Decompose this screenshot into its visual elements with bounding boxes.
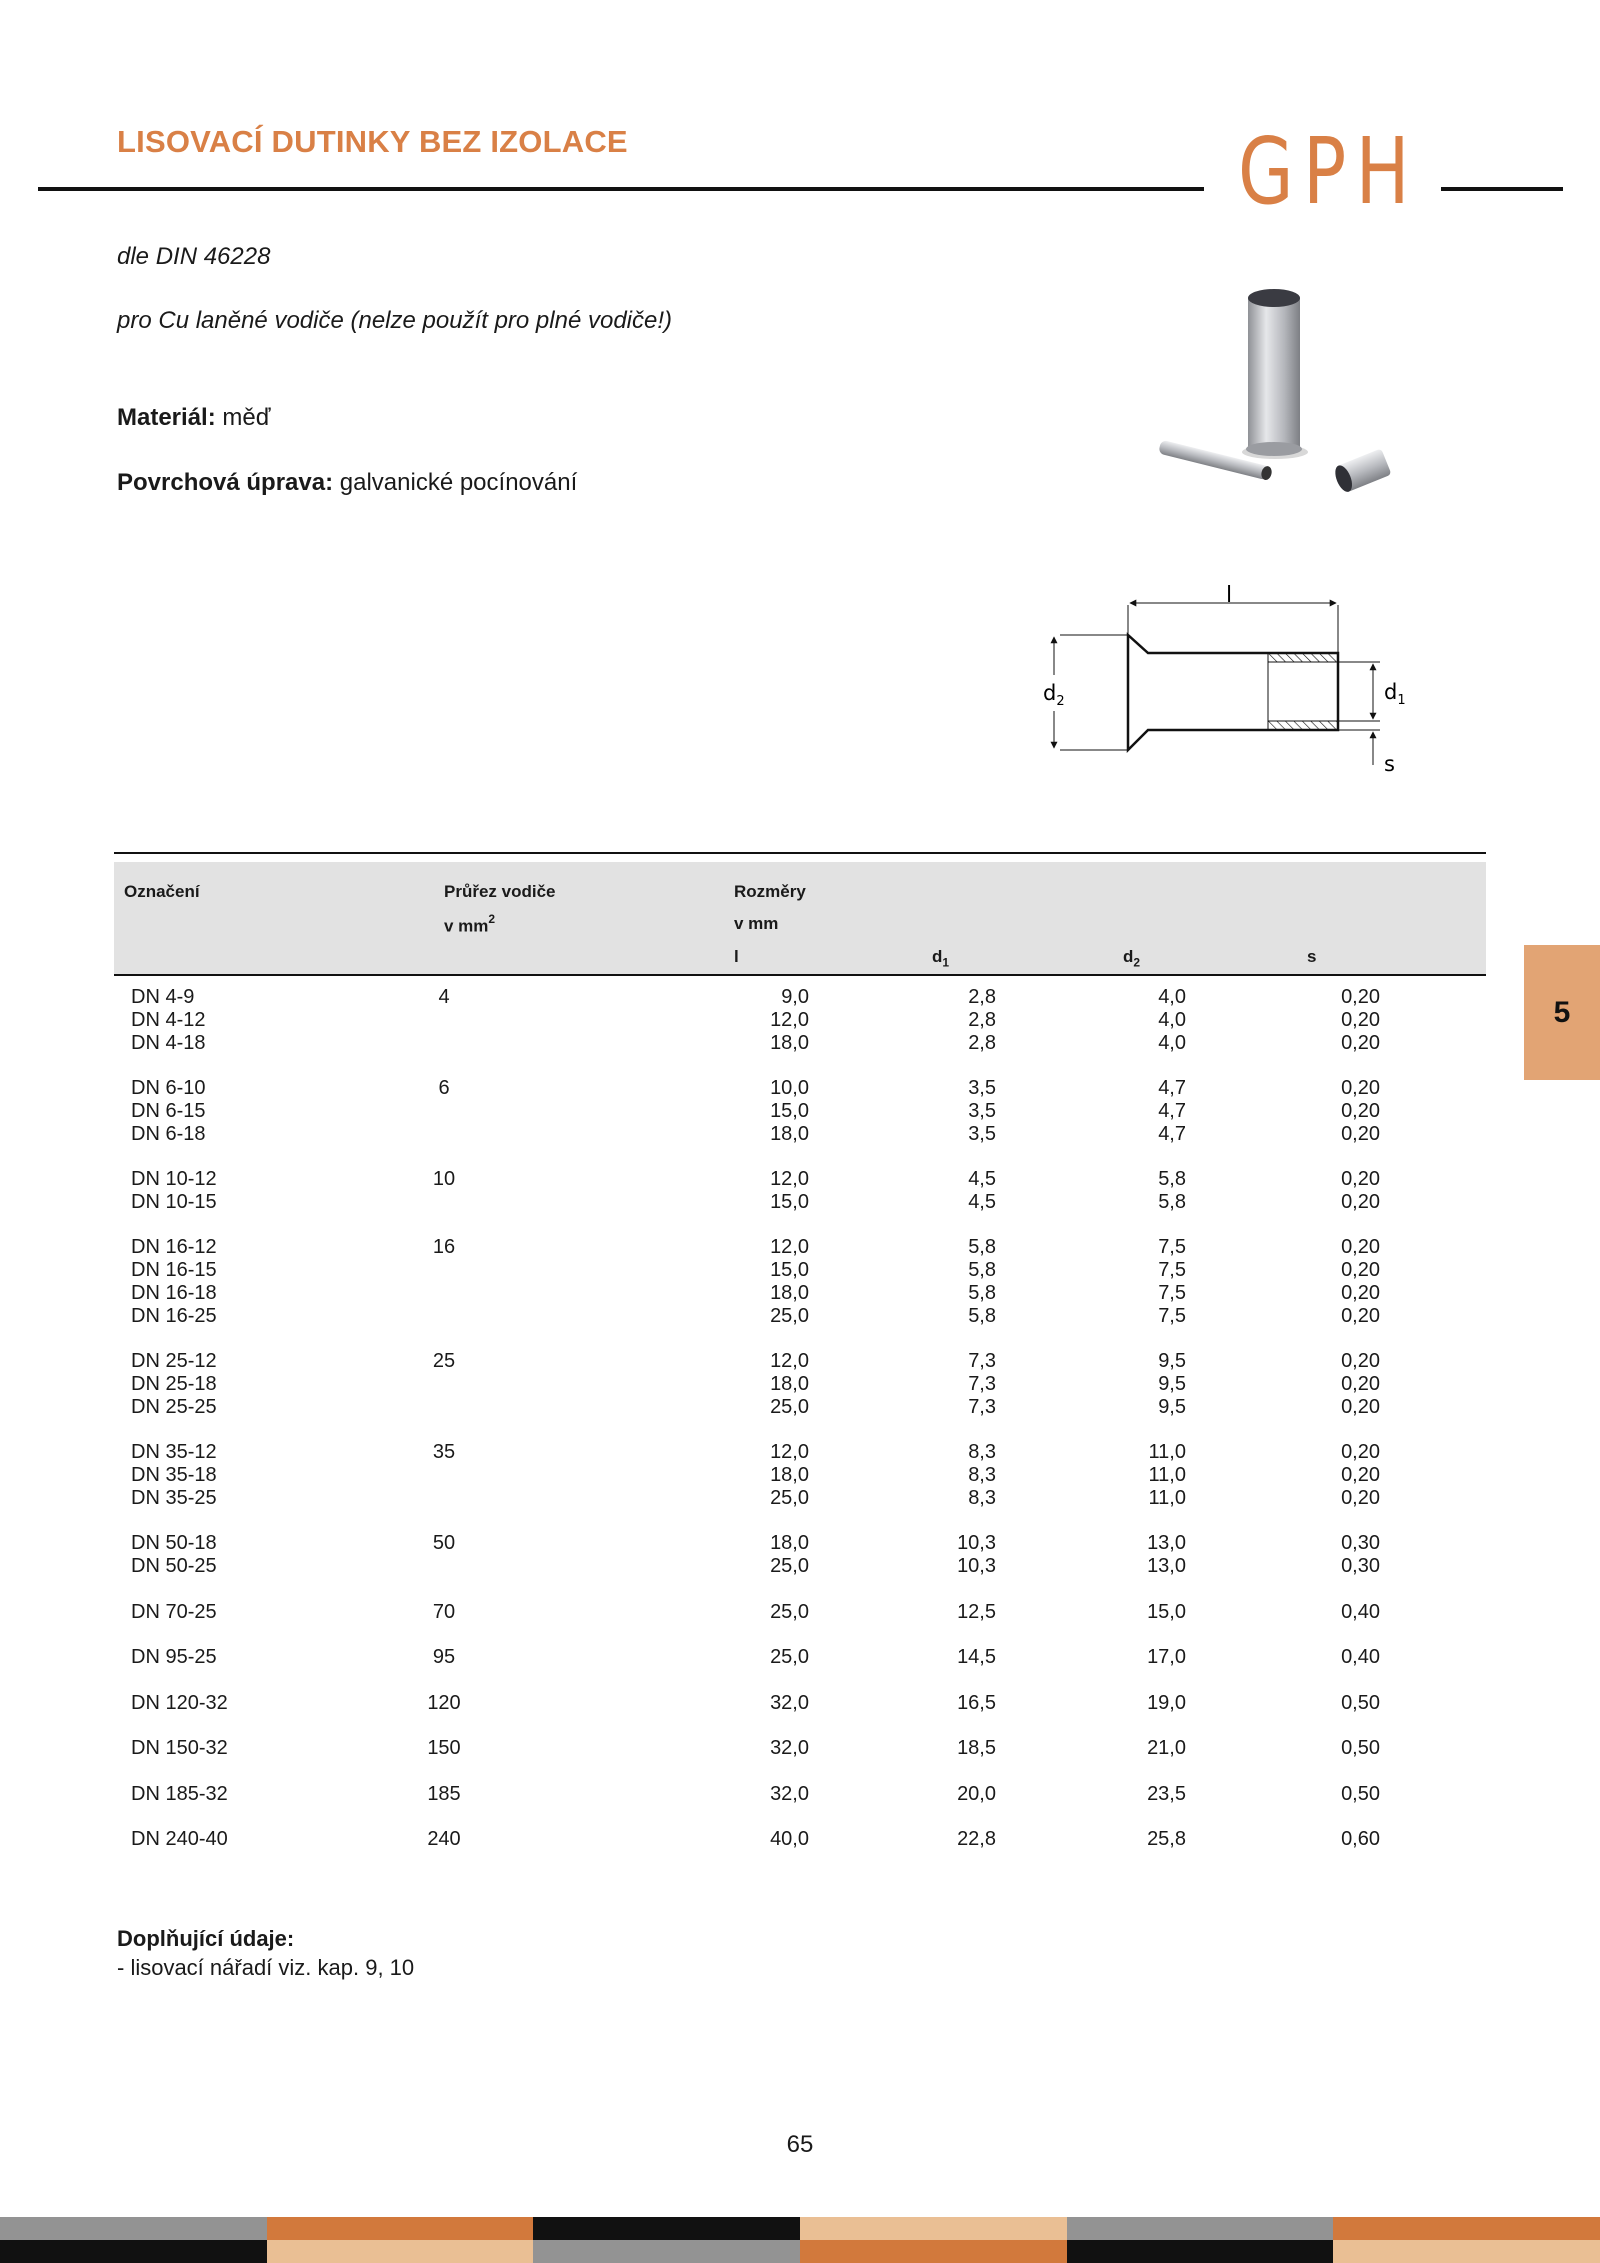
cell-d2: 17,0	[1147, 1646, 1186, 1669]
cell-d2: 7,5	[1158, 1282, 1186, 1305]
cell-l: 25,0	[770, 1646, 809, 1669]
cell-d2: 4,0	[1158, 1008, 1186, 1031]
cell-cross-section: 6	[438, 1077, 450, 1100]
notes	[117, 1924, 414, 1982]
cell-l: 32,0	[770, 1737, 809, 1760]
cell-s: 0,20	[1341, 1008, 1380, 1031]
footer-stripe	[800, 2217, 1068, 2240]
cell-designation: DN 35-25	[131, 1486, 217, 1509]
cell-s: 0,40	[1341, 1646, 1380, 1669]
header-rule-left	[38, 187, 1204, 191]
cell-designation: DN 35-12	[131, 1441, 217, 1464]
footer-stripe	[1333, 2217, 1600, 2240]
cell-designation: DN 4-12	[131, 1008, 206, 1031]
table-row-group	[114, 1532, 1486, 1578]
header-cross-section: Průřez vodiče	[444, 882, 556, 901]
cell-s: 0,40	[1341, 1600, 1380, 1623]
table-row-group	[114, 1646, 1486, 1669]
drawing-label-l: l	[1225, 585, 1233, 608]
footer-stripe	[1067, 2240, 1335, 2263]
cell-d1: 5,8	[968, 1282, 996, 1305]
cell-d2: 4,0	[1158, 986, 1186, 1008]
table-row	[114, 1168, 1486, 1191]
table-row-group	[114, 1441, 1486, 1509]
cell-d1: 3,5	[968, 1077, 996, 1100]
cell-l: 25,0	[770, 1304, 809, 1327]
cell-s: 0,50	[1341, 1691, 1380, 1714]
cell-designation: DN 4-18	[131, 1031, 206, 1054]
table-row	[114, 1236, 1486, 1259]
cell-s: 0,20	[1341, 1190, 1380, 1213]
cell-s: 0,20	[1341, 1099, 1380, 1122]
cell-l: 25,0	[770, 1395, 809, 1418]
cell-d1: 3,5	[968, 1122, 996, 1145]
cell-cross-section: 95	[432, 1646, 456, 1669]
cell-l: 12,0	[770, 1008, 809, 1031]
cell-d1: 8,3	[968, 1486, 996, 1509]
cell-d2: 5,8	[1158, 1190, 1186, 1213]
table-row	[114, 1828, 1486, 1851]
header-s: s	[1307, 947, 1317, 966]
table-row	[114, 1282, 1486, 1305]
cell-s: 0,30	[1341, 1532, 1380, 1555]
cell-cross-section: 25	[432, 1350, 456, 1373]
table-row	[114, 1737, 1486, 1760]
cell-l: 25,0	[770, 1486, 809, 1509]
cell-l: 18,0	[770, 1373, 809, 1396]
cell-l: 25,0	[770, 1600, 809, 1623]
cell-d2: 7,5	[1158, 1236, 1186, 1259]
table-row	[114, 1532, 1486, 1555]
header-d1: $d_1$	[932, 947, 950, 970]
cell-l: 12,0	[770, 1441, 809, 1464]
footer-stripe	[267, 2240, 535, 2263]
table-row	[114, 1601, 1486, 1624]
cell-s: 0,20	[1341, 1304, 1380, 1327]
cell-d2: 21,0	[1147, 1737, 1186, 1760]
header-designation: Označení	[124, 882, 200, 901]
cell-designation: DN 16-25	[131, 1304, 217, 1327]
cell-l: 12,0	[770, 1236, 809, 1259]
cell-d1: 5,8	[968, 1259, 996, 1282]
cell-cross-section: 120	[427, 1691, 461, 1714]
cell-d1: 10,3	[957, 1555, 996, 1578]
cell-designation: DN 25-18	[131, 1373, 217, 1396]
drawing-label-s: s	[1384, 752, 1395, 776]
cell-s: 0,20	[1341, 986, 1380, 1008]
table-row	[114, 1692, 1486, 1715]
cell-designation: DN 6-10	[131, 1077, 206, 1100]
usage-text: pro Cu laněné vodiče (nelze použít pro plné vodiče!)	[117, 307, 672, 334]
table-row	[114, 1123, 1486, 1146]
footer-stripe	[533, 2240, 801, 2263]
footer-stripe	[533, 2217, 801, 2240]
cell-d1: 10,3	[957, 1532, 996, 1555]
table-row	[114, 1396, 1486, 1419]
cell-designation: DN 6-18	[131, 1122, 206, 1145]
table-row	[114, 1350, 1486, 1373]
cell-designation: DN 25-12	[131, 1350, 217, 1373]
surface-label: Povrchová úprava:	[117, 469, 334, 496]
table-row-group	[114, 1077, 1486, 1145]
table-row-group	[114, 1168, 1486, 1214]
cell-l: 32,0	[770, 1691, 809, 1714]
table-row-group	[114, 1601, 1486, 1624]
cell-cross-section: 150	[427, 1737, 461, 1760]
cell-s: 0,50	[1341, 1782, 1380, 1805]
cell-l: 18,0	[770, 1031, 809, 1054]
cell-d2: 25,8	[1147, 1828, 1186, 1851]
cell-designation: DN 25-25	[131, 1395, 217, 1418]
cell-d1: 8,3	[968, 1464, 996, 1487]
cell-s: 0,20	[1341, 1441, 1380, 1464]
cell-s: 0,20	[1341, 1464, 1380, 1487]
surface-line	[117, 469, 577, 497]
table-row	[114, 1555, 1486, 1578]
cell-d2: 7,5	[1158, 1259, 1186, 1282]
table-top-rule	[114, 852, 1486, 854]
table-row-group	[114, 1236, 1486, 1327]
cell-d1: 18,5	[957, 1737, 996, 1760]
material-value: měď	[215, 404, 271, 431]
cell-d1: 22,8	[957, 1828, 996, 1851]
cell-s: 0,20	[1341, 1350, 1380, 1373]
standard-text: dle DIN 46228	[117, 243, 271, 270]
cell-s: 0,50	[1341, 1737, 1380, 1760]
cell-l: 32,0	[770, 1782, 809, 1805]
table-header-rule	[114, 974, 1486, 976]
cell-cross-section: 10	[432, 1168, 456, 1191]
table-row-group	[114, 986, 1486, 1054]
cell-l: 18,0	[770, 1532, 809, 1555]
table-row	[114, 1646, 1486, 1669]
cell-l: 25,0	[770, 1555, 809, 1578]
cell-d1: 5,8	[968, 1236, 996, 1259]
cell-cross-section: 16	[432, 1236, 456, 1259]
cell-d2: 7,5	[1158, 1304, 1186, 1327]
cell-cross-section: 240	[427, 1828, 461, 1851]
table-row-group	[114, 1350, 1486, 1418]
cell-s: 0,20	[1341, 1122, 1380, 1145]
cell-l: 15,0	[770, 1099, 809, 1122]
surface-value: galvanické pocínování	[333, 469, 578, 496]
cell-s: 0,20	[1341, 1486, 1380, 1509]
ferrule-photo	[1150, 280, 1410, 520]
header-cross-section-unit: v $mm^2$	[444, 912, 496, 936]
cell-d1: 7,3	[968, 1373, 996, 1396]
drawing-label-d2: $d_2$	[1043, 681, 1065, 709]
cell-designation: DN 150-32	[131, 1737, 228, 1760]
cell-designation: DN 16-15	[131, 1259, 217, 1282]
page-number: 65	[786, 2131, 814, 2158]
footer-stripe	[0, 2217, 268, 2240]
cell-d1: 2,8	[968, 1008, 996, 1031]
cell-d2: 11,0	[1148, 1464, 1186, 1487]
brand-logo: GPH	[1238, 118, 1419, 225]
cell-designation: DN 6-15	[131, 1099, 206, 1122]
table-row	[114, 1441, 1486, 1464]
cell-d2: 11,0	[1148, 1441, 1186, 1464]
cell-designation: DN 35-18	[131, 1464, 217, 1487]
cell-d2: 4,7	[1158, 1122, 1186, 1145]
table-row	[114, 1259, 1486, 1282]
table-row	[114, 986, 1486, 1009]
cell-d1: 4,5	[968, 1190, 996, 1213]
cell-d1: 7,3	[968, 1395, 996, 1418]
cell-d2: 19,0	[1147, 1691, 1186, 1714]
cell-cross-section: 35	[432, 1441, 456, 1464]
table-row	[114, 1487, 1486, 1510]
cell-designation: DN 50-18	[131, 1532, 217, 1555]
table-row	[114, 1032, 1486, 1055]
cell-d2: 4,7	[1158, 1077, 1186, 1100]
cell-cross-section: 185	[427, 1782, 461, 1805]
cell-designation: DN 16-12	[131, 1236, 217, 1259]
cell-d2: 15,0	[1147, 1600, 1186, 1623]
table-row-group	[114, 1692, 1486, 1715]
table-row-group	[114, 1828, 1486, 1851]
cell-d1: 20,0	[957, 1782, 996, 1805]
cell-l: 12,0	[770, 1168, 809, 1191]
chapter-tab[interactable]: 5	[1524, 945, 1600, 1080]
footer-stripe	[0, 2240, 268, 2263]
cell-d2: 23,5	[1147, 1782, 1186, 1805]
cell-d2: 4,0	[1158, 1031, 1186, 1054]
cell-l: 18,0	[770, 1122, 809, 1145]
cell-designation: DN 10-15	[131, 1190, 217, 1213]
table-row	[114, 1305, 1486, 1328]
footer-stripe	[1333, 2240, 1600, 2263]
cell-designation: DN 16-18	[131, 1282, 217, 1305]
ferrule-technical-drawing	[1030, 585, 1430, 785]
cell-designation: DN 185-32	[131, 1782, 228, 1805]
cell-s: 0,20	[1341, 1373, 1380, 1396]
footer-stripe	[1067, 2217, 1335, 2240]
table-row-group	[114, 1737, 1486, 1760]
table-row	[114, 1191, 1486, 1214]
material-label: Materiál:	[117, 404, 216, 431]
cell-d2: 13,0	[1147, 1555, 1186, 1578]
cell-designation: DN 240-40	[131, 1828, 228, 1851]
cell-l: 10,0	[770, 1077, 809, 1100]
cell-d1: 5,8	[968, 1304, 996, 1327]
cell-s: 0,20	[1341, 1168, 1380, 1191]
cell-designation: DN 95-25	[131, 1646, 217, 1669]
table-row	[114, 1373, 1486, 1396]
cell-s: 0,20	[1341, 1395, 1380, 1418]
table-row	[114, 1009, 1486, 1032]
cell-cross-section: 50	[432, 1532, 456, 1555]
table-row-group	[114, 1783, 1486, 1806]
header-rule-right	[1441, 187, 1563, 191]
cell-designation: DN 10-12	[131, 1168, 217, 1191]
cell-d1: 16,5	[957, 1691, 996, 1714]
header-l: l	[734, 947, 739, 966]
cell-cross-section: 4	[438, 986, 450, 1008]
cell-d1: 2,8	[968, 986, 996, 1008]
cell-l: 9,0	[781, 986, 809, 1008]
footer-stripe	[800, 2240, 1068, 2263]
cell-s: 0,20	[1341, 1077, 1380, 1100]
cell-cross-section: 70	[432, 1600, 456, 1623]
cell-designation: DN 4-9	[131, 986, 195, 1008]
cell-d2: 13,0	[1147, 1532, 1186, 1555]
cell-d1: 4,5	[968, 1168, 996, 1191]
cell-d2: 5,8	[1158, 1168, 1186, 1191]
cell-d1: 14,5	[957, 1646, 996, 1669]
table-header	[114, 862, 1486, 974]
cell-designation: DN 120-32	[131, 1691, 228, 1714]
cell-d2: 9,5	[1158, 1395, 1186, 1418]
cell-s: 0,20	[1341, 1259, 1380, 1282]
cell-l: 18,0	[770, 1282, 809, 1305]
cell-l: 40,0	[770, 1828, 809, 1851]
header-dimensions-unit: v mm	[734, 914, 779, 933]
cell-d2: 4,7	[1158, 1099, 1186, 1122]
header-dimensions: Rozměry	[734, 882, 806, 901]
cell-d1: 2,8	[968, 1031, 996, 1054]
cell-designation: DN 70-25	[131, 1600, 217, 1623]
cell-l: 15,0	[770, 1190, 809, 1213]
table-row	[114, 1464, 1486, 1487]
ferrule-table	[114, 852, 1486, 1874]
table-row	[114, 1100, 1486, 1123]
cell-s: 0,30	[1341, 1555, 1380, 1578]
cell-designation: DN 50-25	[131, 1555, 217, 1578]
cell-d1: 3,5	[968, 1099, 996, 1122]
notes-line: - lisovací nářadí viz. kap. 9, 10	[117, 1955, 415, 1980]
notes-heading: Doplňující údaje:	[117, 1926, 295, 1951]
cell-d1: 7,3	[968, 1350, 996, 1373]
material-line	[117, 404, 270, 432]
cell-d1: 8,3	[968, 1441, 996, 1464]
header-d2: $d_2$	[1123, 947, 1141, 970]
drawing-label-d1: $d_1$	[1384, 680, 1406, 708]
cell-s: 0,20	[1341, 1282, 1380, 1305]
cell-s: 0,20	[1341, 1031, 1380, 1054]
cell-d2: 9,5	[1158, 1350, 1186, 1373]
page-title: LISOVACÍ DUTINKY BEZ IZOLACE	[117, 124, 628, 159]
table-row	[114, 1783, 1486, 1806]
footer-stripe	[267, 2217, 535, 2240]
cell-l: 18,0	[770, 1464, 809, 1487]
table-row	[114, 1077, 1486, 1100]
cell-d2: 9,5	[1158, 1373, 1186, 1396]
table-body	[114, 986, 1486, 1851]
cell-s: 0,60	[1341, 1828, 1380, 1851]
cell-d2: 11,0	[1148, 1486, 1186, 1509]
cell-l: 12,0	[770, 1350, 809, 1373]
cell-l: 15,0	[770, 1259, 809, 1282]
cell-s: 0,20	[1341, 1236, 1380, 1259]
cell-d1: 12,5	[957, 1600, 996, 1623]
